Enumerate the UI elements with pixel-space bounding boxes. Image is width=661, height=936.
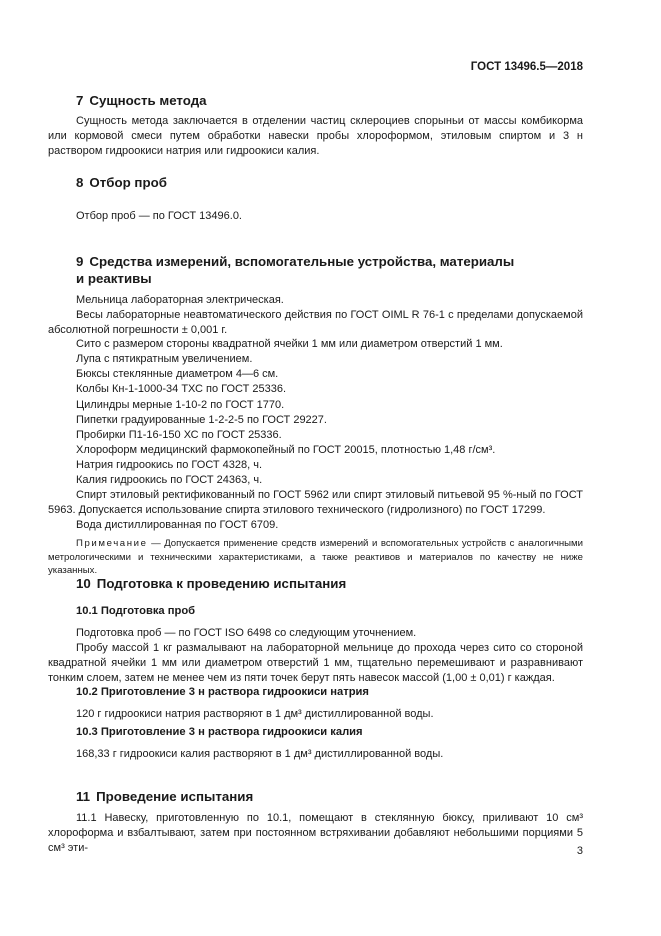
list-item: Натрия гидроокись по ГОСТ 4328, ч.: [76, 459, 263, 471]
section-title: Отбор проб: [89, 175, 167, 190]
section-8-text: Отбор проб — по ГОСТ 13496.0.: [76, 210, 242, 222]
list-item: Колбы Кн-1-1000-34 ТХС по ГОСТ 25336.: [76, 383, 287, 395]
section-title: Проведение испытания: [96, 789, 254, 804]
section-title-line-2: и реактивы: [76, 271, 152, 286]
list-item: Лупа с пятикратным увеличением.: [76, 353, 253, 365]
list-item: Хлороформ медицинский фармокопейный по ГОСТ 20015, плотностью 1,48 г/см³.: [76, 444, 496, 456]
subsection-10-1-heading: 10.1 Подготовка проб: [76, 605, 196, 617]
subsection-10-1-text: Пробу массой 1 кг размалывают на лабораторной мельнице до прохода через сито со стороной квадратной ячейки 1 мм или диаметром отверстий 1 мм, тщательно перемешивают и разравнивают тонким слоем, затем не менее чем из пяти точек берут пять навесок массой (1,00 ± 0,01) г каждая.: [48, 642, 583, 685]
subsection-10-3-text: 168,33 г гидроокиси калия растворяют в 1 дм³ дистиллированной воды.: [76, 748, 444, 760]
section-title-line-1: Средства измерений, вспомогательные устройства, материалы: [89, 254, 515, 269]
subsection-10-3-heading: 10.3 Приготовление 3 н раствора гидроокиси калия: [76, 726, 363, 738]
list-item: Цилиндры мерные 1-10-2 по ГОСТ 1770.: [76, 399, 285, 411]
section-11-text: 11.1 Навеску, приготовленную по 10.1, помещают в стеклянную бюксу, приливают 10 см³ хлороформа и взбалтывают, затем при постоянном встряхивании добавляют небольшими порциями 5 см³ эти-: [48, 812, 583, 855]
section-title: Подготовка к проведению испытания: [96, 576, 347, 591]
note-text: — Допускается применение средств измерений и вспомогательных устройств с аналогичными метрологическими и техническими характеристиками, а также реактивов и материалов по качеству не ниже указанных.: [48, 538, 583, 577]
list-item: Мельница лабораторная электрическая.: [76, 294, 284, 306]
list-item: Бюксы стеклянные диаметром 4—6 см.: [76, 368, 279, 380]
section-8-heading: [76, 175, 167, 190]
page-number: 3: [576, 845, 583, 857]
section-11-heading: [76, 789, 253, 804]
list-item: Пипетки градуированные 1-2-2-5 по ГОСТ 29227.: [76, 414, 327, 426]
section-number: 10: [76, 576, 91, 591]
list-item: Пробирки П1-16-150 ХС по ГОСТ 25336.: [76, 429, 282, 441]
section-number: 11: [76, 789, 91, 804]
list-item: Весы лабораторные неавтоматического действия по ГОСТ OIML R 76-1 с пределами допускаемой абсолютной погрешности ± 0,001 г.: [48, 309, 583, 337]
section-9-heading: [76, 253, 514, 287]
note: [48, 537, 583, 578]
subsection-10-1-text: Подготовка проб — по ГОСТ ISO 6498 со следующим уточнением.: [76, 627, 417, 639]
subsection-10-2-text: 120 г гидроокиси натрия растворяют в 1 дм³ дистиллированной воды.: [76, 708, 434, 720]
list-item: Калия гидроокись по ГОСТ 24363, ч.: [76, 474, 263, 486]
section-title: Сущность метода: [89, 93, 207, 108]
section-7-text: Сущность метода заключается в отделении частиц склероциев спорыньи от массы комбикорма или кормовой смеси путем обработки навески пробы хлороформом, этиловым спиртом и 3 н раствором гидроокиси натрия или гидроокиси калия.: [48, 115, 583, 158]
list-item: Вода дистиллированная по ГОСТ 6709.: [76, 519, 279, 531]
section-number: 9: [76, 254, 84, 269]
section-7-heading: [76, 93, 207, 108]
section-10-heading: [76, 576, 346, 591]
list-item: Сито с размером стороны квадратной ячейки 1 мм или диаметром отверстий 1 мм.: [76, 338, 503, 350]
note-label: Примечание: [76, 538, 148, 549]
list-item: Спирт этиловый ректификованный по ГОСТ 5962 или спирт этиловый питьевой 95 %-ный по ГОСТ 5963. Допускается использование спирта этилового технического (гидролизного) по ГОСТ 17299.: [48, 489, 583, 517]
subsection-10-2-heading: 10.2 Приготовление 3 н раствора гидроокиси натрия: [76, 686, 369, 698]
section-number: 8: [76, 175, 84, 190]
section-number: 7: [76, 93, 84, 108]
standard-number: ГОСТ 13496.5—2018: [470, 61, 583, 73]
